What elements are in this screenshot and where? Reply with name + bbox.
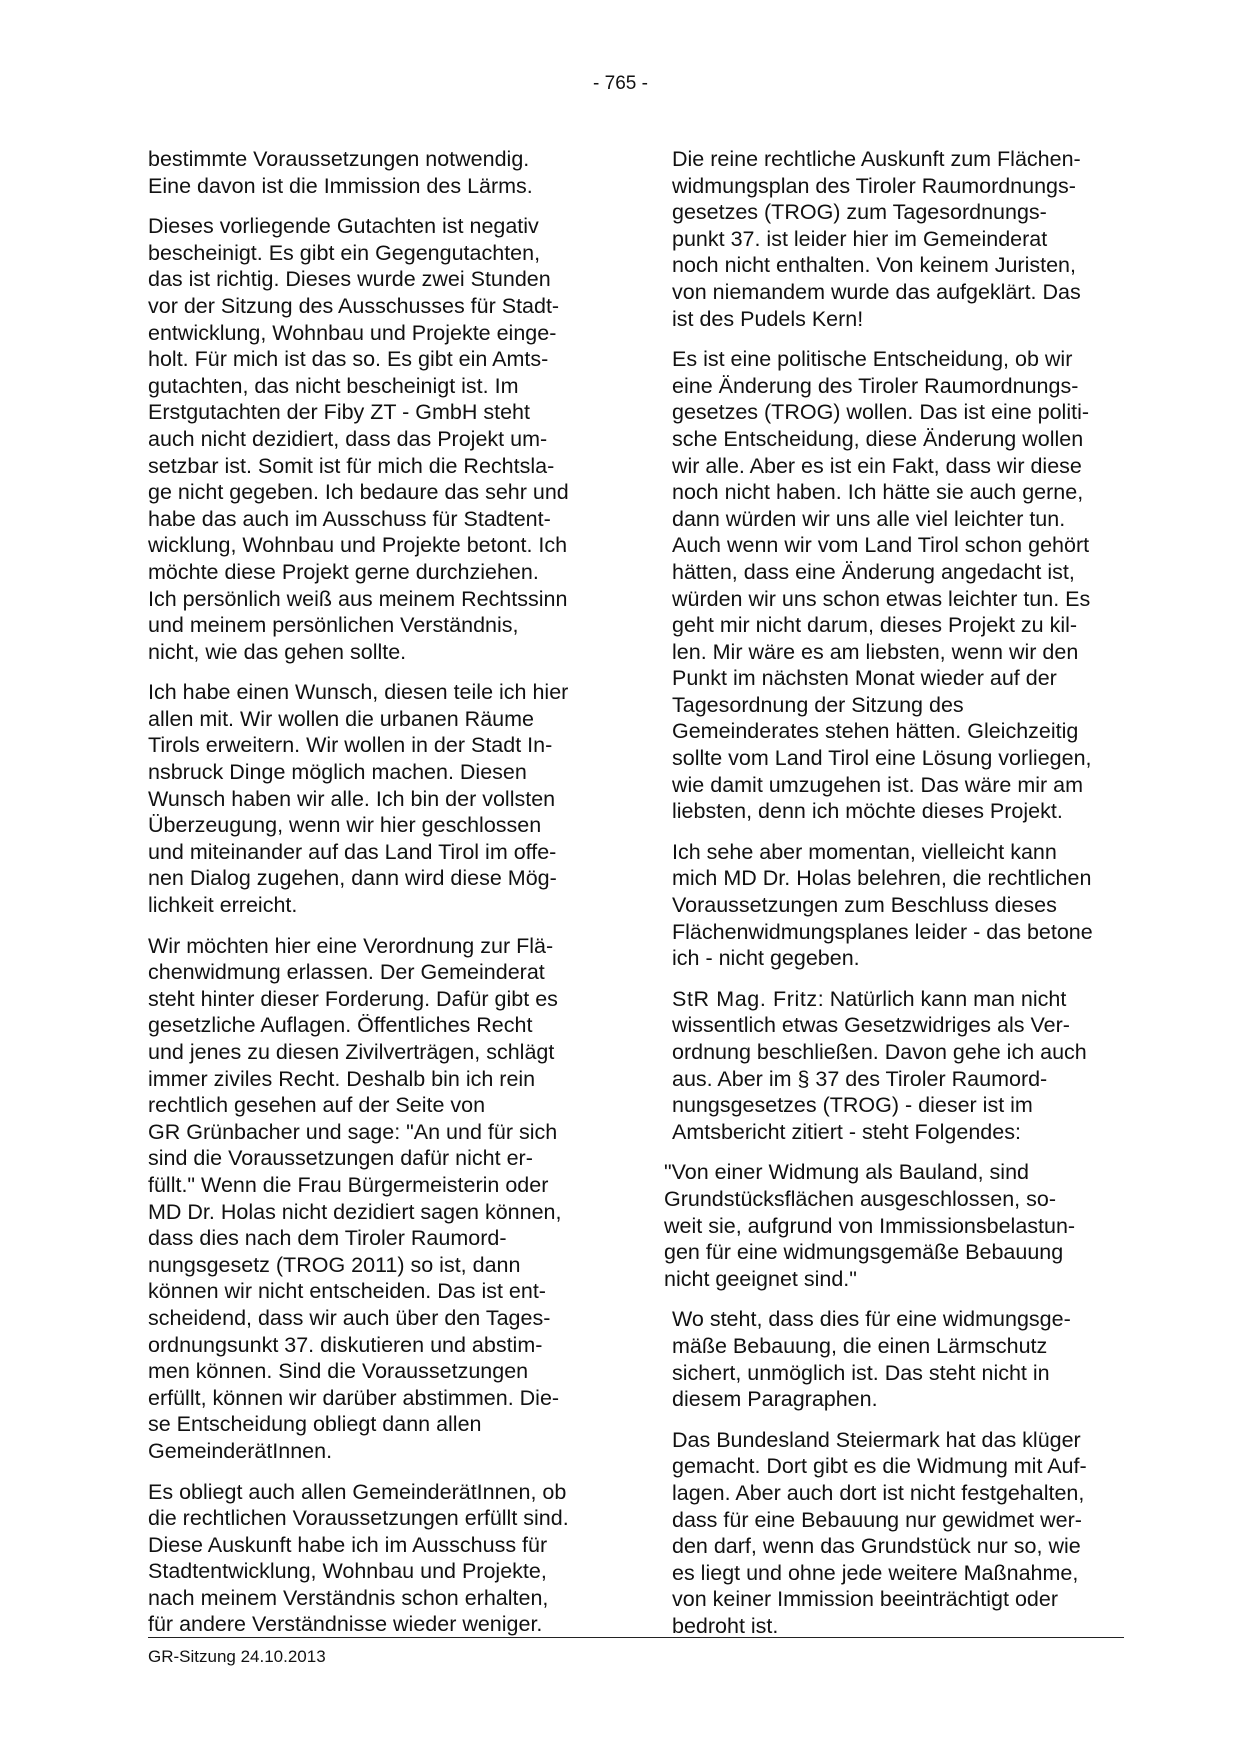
- text-line: Voraussetzungen zum Beschluss dieses: [672, 893, 1057, 918]
- text-line: Ich sehe aber momentan, vielleicht kann: [672, 839, 1057, 864]
- text-line: auch nicht dezidiert, dass das Projekt um-: [148, 426, 548, 451]
- text-line: von niemandem wurde das aufgeklärt. Das: [672, 279, 1081, 304]
- text-line: Eine davon ist die Immission des Lärms.: [148, 173, 533, 198]
- text-line: Tirols erweitern. Wir wollen in der Stadt In-: [148, 733, 553, 758]
- text-line: Flächenwidmungsplanes leider - das betone: [672, 919, 1093, 944]
- left-text-column: [148, 146, 603, 1652]
- text-line: sollte vom Land Tirol eine Lösung vorliegen,: [672, 746, 1092, 771]
- text-line: gutachten, das nicht bescheinigt ist. Im: [148, 373, 519, 398]
- text-line: und meinem persönlichen Verständnis,: [148, 613, 519, 638]
- text-line: nungsgesetz (TROG 2011) so ist, dann: [148, 1252, 521, 1277]
- text-line: Wir möchten hier eine Verordnung zur Flä-: [148, 933, 554, 958]
- paragraph: [672, 839, 1127, 972]
- text-line: punkt 37. ist leider hier im Gemeinderat: [672, 226, 1048, 251]
- paragraph: [672, 146, 1127, 332]
- text-line: Das Bundesland Steiermark hat das klüger: [672, 1427, 1081, 1452]
- text-line: Punkt im nächsten Monat wieder auf der: [672, 666, 1057, 691]
- text-line: das ist richtig. Dieses wurde zwei Stunden: [148, 267, 551, 292]
- text-line: bescheinigt. Es gibt ein Gegengutachten,: [148, 240, 541, 265]
- text-line: mich MD Dr. Holas belehren, die rechtlichen: [672, 866, 1092, 891]
- text-line: geht mir nicht darum, dieses Projekt zu kil-: [672, 613, 1078, 638]
- text-line: Wunsch haben wir alle. Ich bin der vollsten: [148, 786, 556, 811]
- text-line: holt. Für mich ist das so. Es gibt ein Amts-: [148, 347, 549, 372]
- footer-divider: [148, 1637, 1124, 1638]
- text-line: bestimmte Voraussetzungen notwendig.: [148, 147, 530, 171]
- text-line: es liegt und ohne jede weitere Maßnahme,: [672, 1560, 1079, 1585]
- text-line: sichert, unmöglich ist. Das steht nicht in: [672, 1360, 1050, 1385]
- text-line: dass dies nach dem Tiroler Raumord-: [148, 1226, 507, 1251]
- text-line: habe das auch im Ausschuss für Stadtent-: [148, 506, 551, 531]
- text-line: se Entscheidung obliegt dann allen: [148, 1412, 482, 1437]
- paragraph: [672, 1306, 1127, 1412]
- text-line: gesetzliche Auflagen. Öffentliches Recht: [148, 1013, 533, 1038]
- text-line: nungsgesetzes (TROG) - dieser ist im: [672, 1093, 1033, 1118]
- text-line: wissentlich etwas Gesetzwidriges als Ver-: [672, 1013, 1070, 1038]
- text-line: setzbar ist. Somit ist für mich die Rechtsla-: [148, 453, 555, 478]
- text-line: können wir nicht entscheiden. Das ist ent-: [148, 1279, 546, 1304]
- text-line: lagen. Aber auch dort ist nicht festgehalten,: [672, 1480, 1085, 1505]
- text-line: Die reine rechtliche Auskunft zum Flächen-: [672, 147, 1081, 171]
- text-line: Stadtentwicklung, Wohnbau und Projekte,: [148, 1559, 547, 1584]
- paragraph: [672, 986, 1127, 1146]
- text-line: gemacht. Dort gibt es die Widmung mit Auf-: [672, 1454, 1087, 1479]
- speaker-name: StR Mag. Fritz: [672, 986, 818, 1011]
- text-line: von keiner Immission beeinträchtigt oder: [672, 1587, 1058, 1612]
- text-line: den darf, wenn das Grundstück nur so, wie: [672, 1534, 1081, 1559]
- paragraph: [148, 146, 603, 199]
- text-line: füllt." Wenn die Frau Bürgermeisterin oder: [148, 1172, 549, 1197]
- text-line: Ich habe einen Wunsch, diesen teile ich hier: [148, 680, 569, 705]
- right-text-column: [664, 146, 1127, 1653]
- text-line: immer ziviles Recht. Deshalb bin ich rein: [148, 1066, 536, 1091]
- text-line: wicklung, Wohnbau und Projekte betont. Ich: [148, 533, 568, 558]
- text-line: Grundstücksflächen ausgeschlossen, so-: [664, 1186, 1056, 1211]
- text-line: len. Mir wäre es am liebsten, wenn wir den: [672, 639, 1079, 664]
- text-line: Ich persönlich weiß aus meinem Rechtssinn: [148, 586, 568, 611]
- text-line: ordnungsunkt 37. diskutieren und abstim-: [148, 1332, 543, 1357]
- text-line: möchte diese Projekt gerne durchziehen.: [148, 559, 539, 584]
- text-line: Dieses vorliegende Gutachten ist negativ: [148, 214, 539, 239]
- text-line: sche Entscheidung, diese Änderung wollen: [672, 426, 1084, 451]
- text-line: "Von einer Widmung als Bauland, sind: [664, 1160, 1029, 1185]
- text-line: men können. Sind die Voraussetzungen: [148, 1359, 529, 1384]
- text-line: Überzeugung, wenn wir hier geschlossen: [148, 813, 542, 838]
- text-line: Tagesordnung der Sitzung des: [672, 692, 964, 717]
- text-line: ge nicht gegeben. Ich bedaure das sehr und: [148, 480, 569, 505]
- text-line: sind die Voraussetzungen dafür nicht er-: [148, 1146, 533, 1171]
- text-line: mäße Bebauung, die einen Lärmschutz: [672, 1333, 1048, 1358]
- text-line: Gemeinderates stehen hätten. Gleichzeitig: [672, 719, 1079, 744]
- text-line: nen Dialog zugehen, dann wird diese Mög-: [148, 866, 557, 891]
- text-line: für andere Verständnisse wieder weniger.: [148, 1612, 543, 1637]
- text-line: noch nicht haben. Ich hätte sie auch gerne,: [672, 480, 1084, 505]
- text-line: ordnung beschließen. Davon gehe ich auch: [672, 1040, 1087, 1064]
- text-line: dann würden wir uns alle viel leichter tun.: [672, 506, 1066, 531]
- text-line: MD Dr. Holas nicht dezidiert sagen können,: [148, 1199, 562, 1224]
- paragraph: [148, 679, 603, 918]
- text-line: weit sie, aufgrund von Immissionsbelastun-: [664, 1213, 1076, 1238]
- text-line: ich - nicht gegeben.: [672, 946, 860, 971]
- text-line: lichkeit erreicht.: [148, 893, 298, 918]
- paragraph: [672, 346, 1127, 825]
- text-line: nicht, wie das gehen sollte.: [148, 639, 407, 664]
- quoted-paragraph: [664, 1159, 1127, 1292]
- text-line: nach meinem Verständnis schon erhalten,: [148, 1585, 549, 1610]
- text-line: liebsten, denn ich möchte dieses Projekt.: [672, 799, 1063, 824]
- text-line: Amtsbericht zitiert - steht Folgendes:: [672, 1119, 1021, 1144]
- text-line: ist des Pudels Kern!: [672, 306, 864, 331]
- text-line: rechtlich gesehen auf der Seite von: [148, 1093, 486, 1118]
- text-line: Auch wenn wir vom Land Tirol schon gehört: [672, 533, 1090, 558]
- text-line: gen für eine widmungsgemäße Bebauung: [664, 1240, 1064, 1265]
- paragraph: [148, 933, 603, 1465]
- text-line: gesetzes (TROG) zum Tagesordnungs-: [672, 200, 1047, 225]
- text-line: allen mit. Wir wollen die urbanen Räume: [148, 706, 534, 731]
- text-line: Erstgutachten der Fiby ZT - GmbH steht: [148, 400, 530, 425]
- paragraph: [672, 1427, 1127, 1640]
- text-line: erfüllt, können wir darüber abstimmen. Die-: [148, 1385, 560, 1410]
- text-line: steht hinter dieser Forderung. Dafür gibt es: [148, 986, 558, 1011]
- text-line: hätten, dass eine Änderung angedacht ist,: [672, 559, 1075, 584]
- footer-session-date: GR-Sitzung 24.10.2013: [148, 1647, 326, 1666]
- paragraph: [148, 213, 603, 665]
- text-line: StR Mag. Fritz: Natürlich kann man nicht: [672, 986, 1067, 1011]
- text-line: würden wir uns schon etwas leichter tun. Es: [672, 586, 1091, 611]
- text-line: bedroht ist.: [672, 1613, 779, 1638]
- text-line: gesetzes (TROG) wollen. Das ist eine politi-: [672, 400, 1090, 425]
- text-line: die rechtlichen Voraussetzungen erfüllt sind.: [148, 1506, 569, 1531]
- text-line: vor der Sitzung des Ausschusses für Stadt-: [148, 293, 560, 318]
- text-line: nicht geeignet sind.": [664, 1266, 857, 1291]
- text-line: dass für eine Bebauung nur gewidmet wer-: [672, 1507, 1082, 1532]
- text-line: Es obliegt auch allen GemeinderätInnen, ob: [148, 1479, 567, 1504]
- text-line: eine Änderung des Tiroler Raumordnungs-: [672, 373, 1079, 398]
- text-line: Wo steht, dass dies für eine widmungsge-: [672, 1307, 1071, 1332]
- text-line: aus. Aber im § 37 des Tiroler Raumord-: [672, 1066, 1048, 1091]
- text-line: Es ist eine politische Entscheidung, ob wir: [672, 347, 1073, 372]
- text-line: chenwidmung erlassen. Der Gemeinderat: [148, 960, 545, 985]
- text-line: GemeinderätInnen.: [148, 1438, 333, 1463]
- text-line: nsbruck Dinge möglich machen. Diesen: [148, 760, 527, 785]
- text-line: widmungsplan des Tiroler Raumordnungs-: [672, 173, 1076, 198]
- text-line: wir alle. Aber es ist ein Fakt, dass wir diese: [672, 453, 1082, 478]
- text-line: GR Grünbacher und sage: "An und für sich: [148, 1119, 558, 1144]
- text-line: diesem Paragraphen.: [672, 1387, 878, 1412]
- text-line: noch nicht enthalten. Von keinem Juristen,: [672, 253, 1076, 278]
- text-line: entwicklung, Wohnbau und Projekte einge-: [148, 320, 557, 345]
- text-line: wie damit umzugehen ist. Das wäre mir am: [672, 772, 1084, 797]
- paragraph: [148, 1479, 603, 1639]
- text-line: und jenes zu diesen Zivilverträgen, schlägt: [148, 1040, 555, 1064]
- text-line: scheidend, dass wir auch über den Tages-: [148, 1305, 551, 1330]
- page-number: - 765 -: [593, 73, 648, 94]
- text-line: Diese Auskunft habe ich im Ausschuss für: [148, 1532, 548, 1557]
- text-line: und miteinander auf das Land Tirol im offe-: [148, 839, 557, 864]
